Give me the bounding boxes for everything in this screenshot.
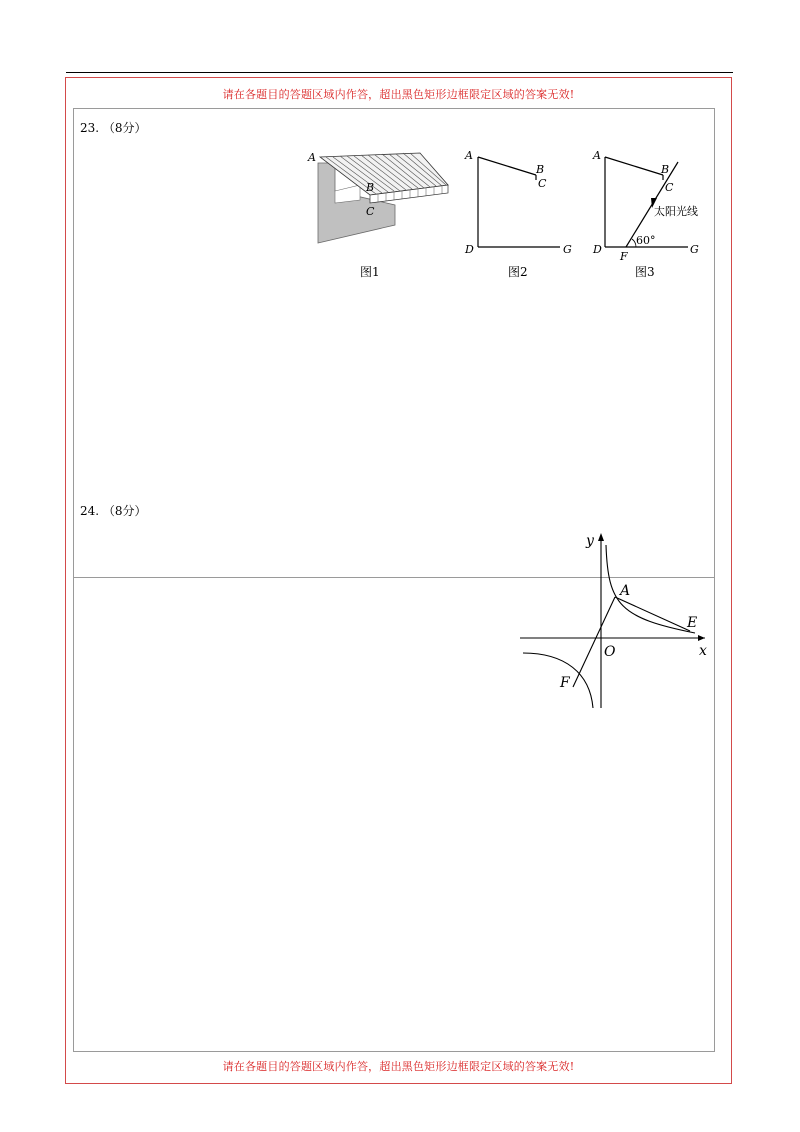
q24-function-graph [515,525,715,715]
figure-1-awning [300,145,460,285]
page-top-rule [66,72,733,73]
fig2-label-C: C [538,177,547,190]
fig3-angle-label: 60° [636,234,656,247]
figure-2-diagram [460,140,585,285]
y-axis-arrow [598,533,604,541]
x-axis-arrow [698,635,705,641]
graph-label-F: F [560,675,570,691]
fig3-label-G: G [690,243,699,256]
fig3-label-B: B [661,163,670,176]
fig3-label-C: C [665,181,674,194]
line-AE [615,597,690,631]
line-FA [573,597,615,687]
graph-label-x: x [699,643,707,659]
graph-label-A: A [620,583,631,599]
warning-top: 请在各题目的答题区域内作答，超出黑色矩形边框限定区域的答案无效! [222,88,575,101]
fig3-sun-label: 太阳光线 [654,205,698,218]
fig3-label-F: F [620,250,628,263]
graph-label-O: O [604,644,616,660]
fig3-label-A: A [593,149,601,162]
fig1-caption: 图1 [360,265,380,279]
hyperbola-branch-lower [523,653,593,708]
window-opening [335,185,360,203]
fig2-label-D: D [465,243,474,256]
graph-label-E: E [687,615,698,631]
graph-label-y: y [586,533,594,549]
fig1-label-A: A [308,151,316,164]
warning-bottom: 请在各题目的答题区域内作答，超出黑色矩形边框限定区域的答案无效! [222,1060,575,1073]
fig2-label-B: B [536,163,545,176]
question-24-label: 24. （8分） [80,504,147,518]
fig2-label-G: G [563,243,572,256]
question-23-label: 23. （8分） [80,121,147,135]
fig3-caption: 图3 [635,265,655,279]
fig3-label-D: D [593,243,602,256]
figure-3-diagram [590,140,715,285]
fig1-label-C: C [366,205,375,218]
fig2-caption: 图2 [508,265,528,279]
fig2-label-A: A [465,149,473,162]
fig1-label-B: B [366,181,375,194]
